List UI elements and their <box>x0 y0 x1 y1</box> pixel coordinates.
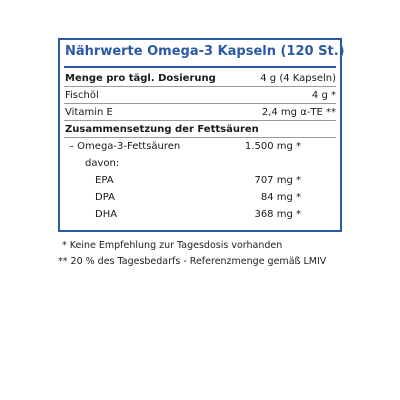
row-value: 1.500 mg * <box>244 141 301 152</box>
table-row-epa <box>60 172 340 189</box>
row-value: 4 g * <box>311 90 336 101</box>
table-row-fish-oil <box>60 87 340 104</box>
row-label: davon: <box>85 158 120 169</box>
row-label: EPA <box>95 175 114 186</box>
table-row-dpa <box>60 189 340 206</box>
panel-title: Nährwerte Omega-3 Kapseln (120 St.) <box>65 44 345 59</box>
table-row-fatty-acid-heading <box>60 121 340 138</box>
footnote-no-recommendation: * Keine Empfehlung zur Tagesdosis vorhanden <box>62 240 283 251</box>
footnote-daily-reference: ** 20 % des Tagesbedarfs - Referenzmenge gemäß LMIV <box>58 256 327 267</box>
table-row-vitamin-e <box>60 104 340 121</box>
nutrition-table <box>60 70 340 223</box>
row-label: DPA <box>95 192 115 203</box>
row-value: 2,4 mg α-TE ** <box>261 107 336 118</box>
nutrition-facts-panel <box>58 38 345 232</box>
table-row-omega-3 <box>60 138 340 155</box>
row-label: Zusammensetzung der Fettsäuren <box>65 124 259 135</box>
row-value: 707 mg * <box>254 175 301 186</box>
row-label: Fischöl <box>65 90 99 101</box>
row-value: 368 mg * <box>254 209 301 220</box>
row-label: DHA <box>95 209 118 220</box>
row-value: 84 mg * <box>260 192 301 203</box>
row-value: 4 g (4 Kapseln) <box>260 73 336 84</box>
row-label: – Omega-3-Fettsäuren <box>69 141 181 152</box>
row-label: Menge pro tägl. Dosierung <box>65 73 216 84</box>
footnotes <box>58 238 327 270</box>
table-row-thereof <box>60 155 340 172</box>
table-row-dha <box>60 206 340 223</box>
title-divider <box>64 66 336 68</box>
table-row-daily-dose <box>60 70 340 87</box>
row-label: Vitamin E <box>65 107 113 118</box>
